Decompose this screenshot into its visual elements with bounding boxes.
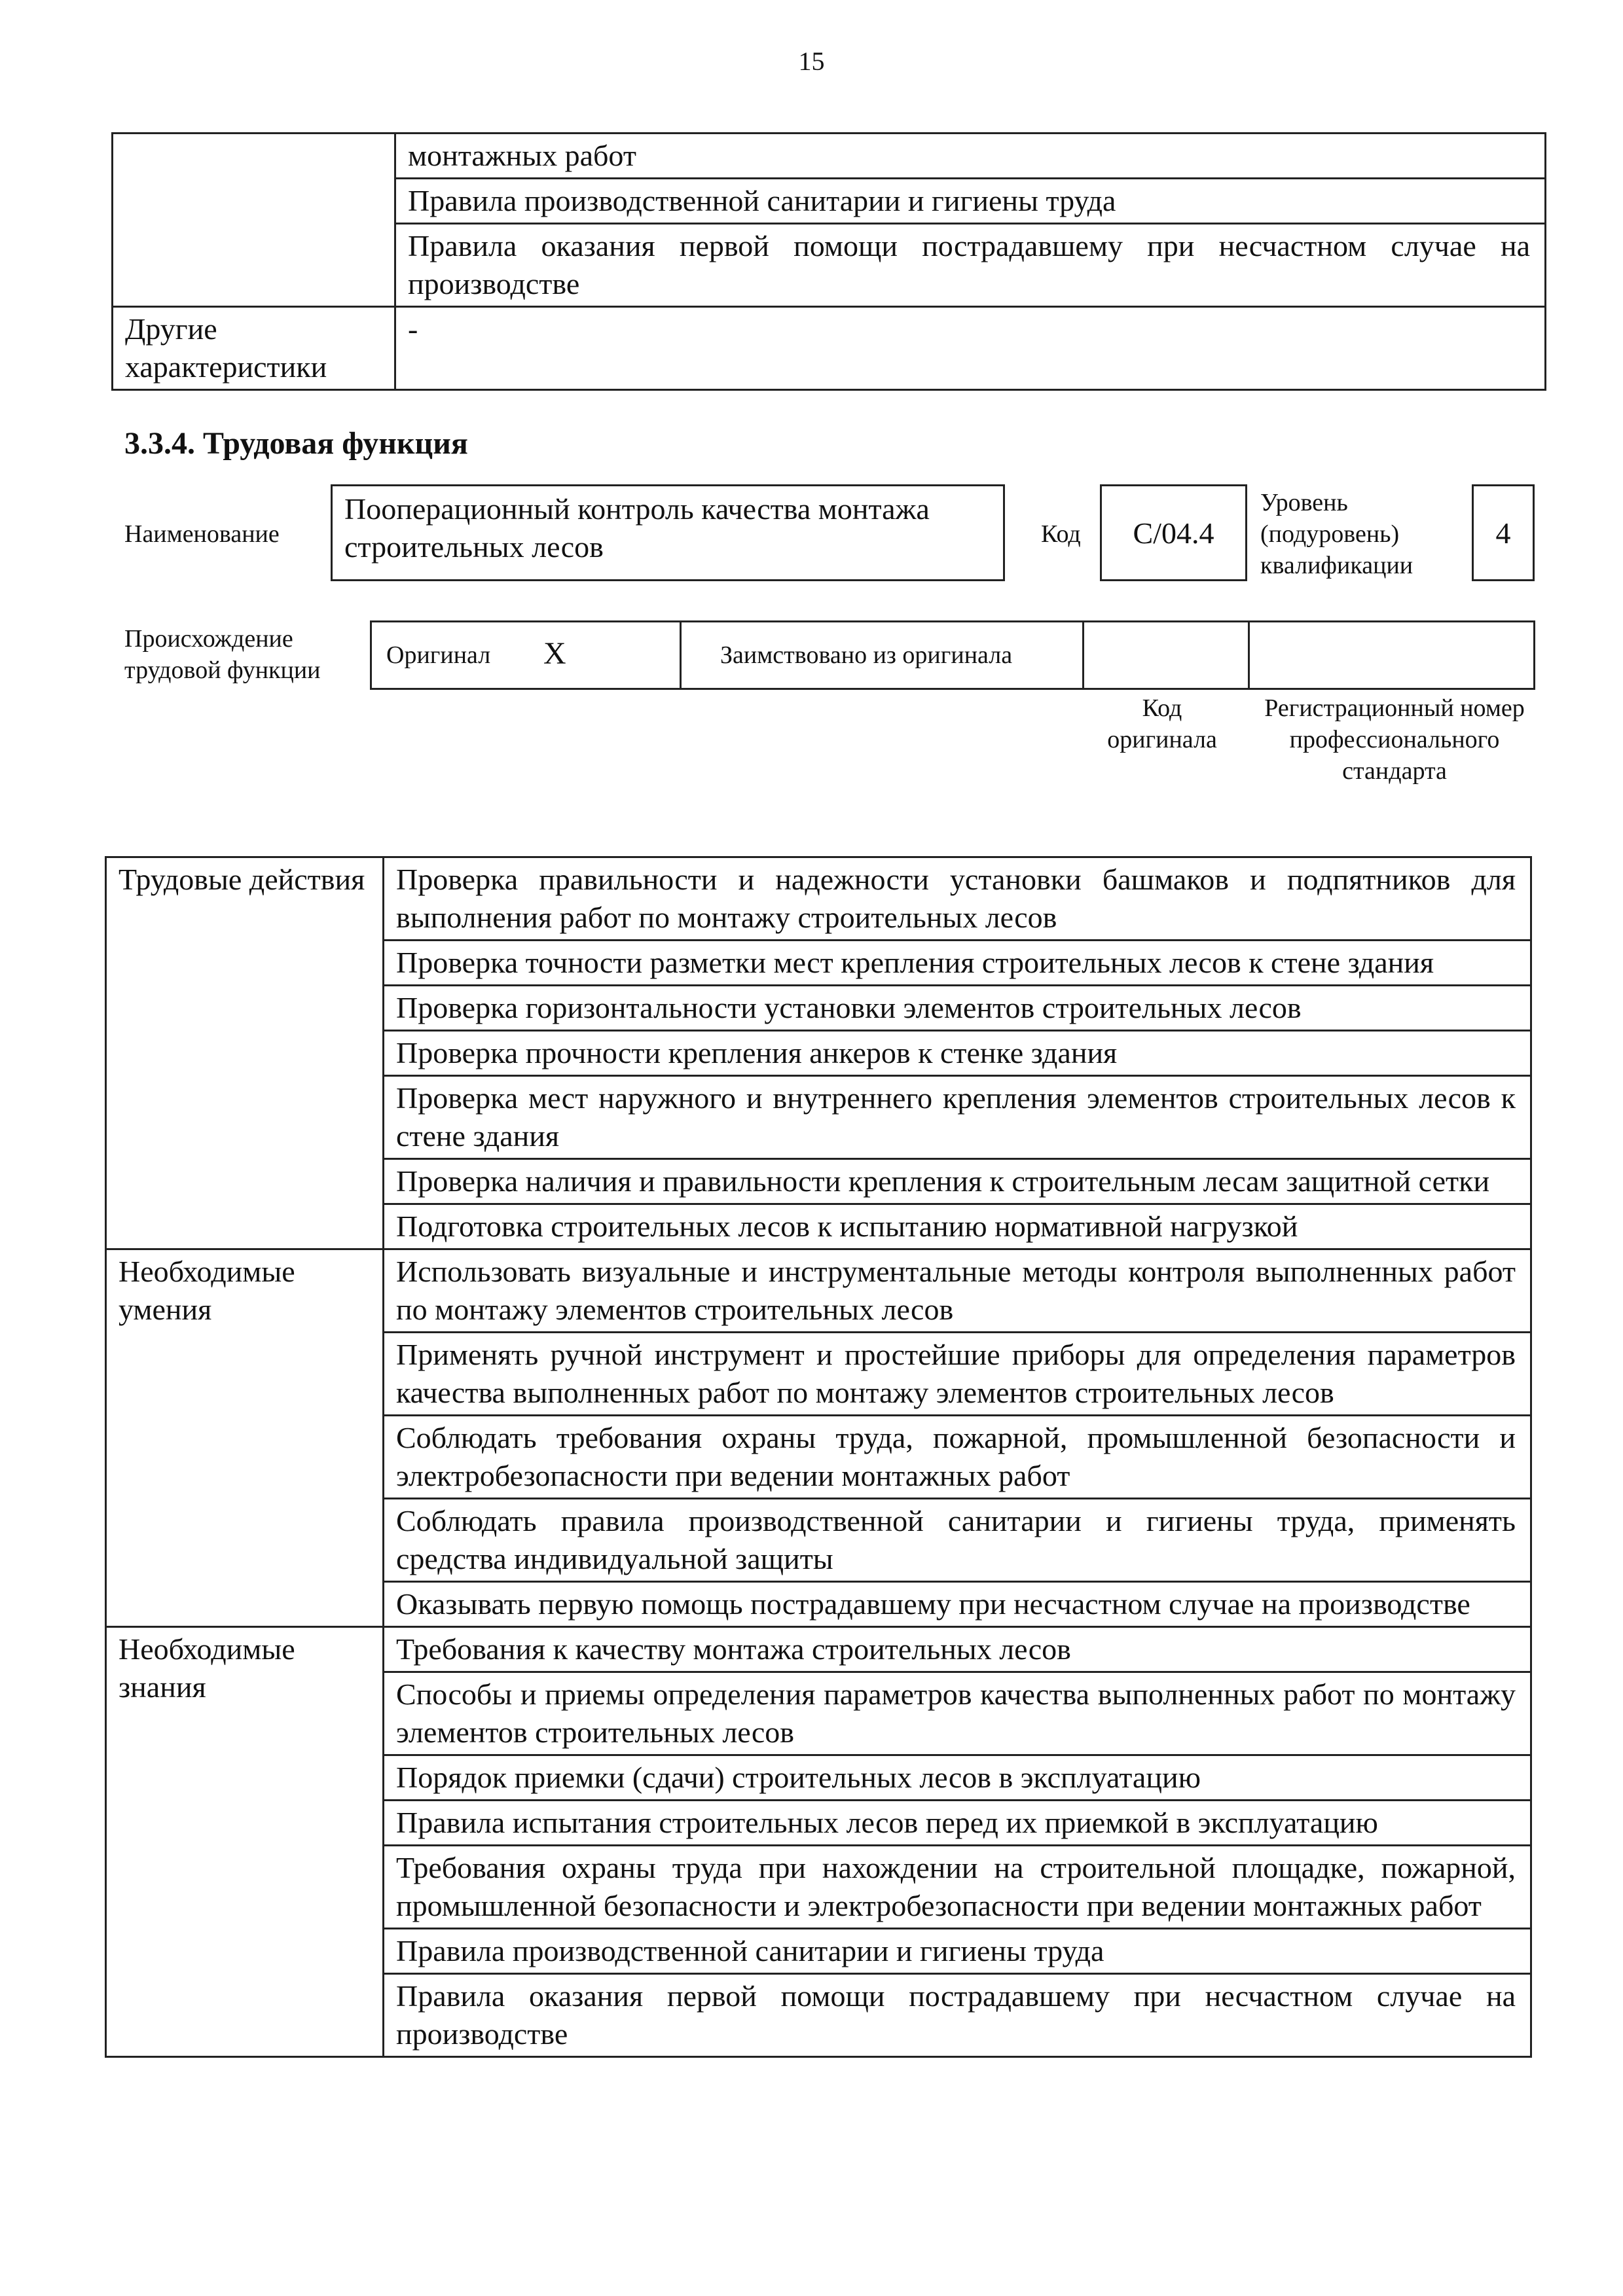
name-value-box — [331, 484, 1005, 581]
main-table — [105, 856, 1532, 2058]
level-label: Уровень (подуровень) квалификации — [1260, 489, 1413, 579]
table-cell: Проверка точности разметки мест крепления строительных лесов к стене здания — [384, 941, 1531, 986]
level-value-box — [1472, 484, 1535, 581]
origin-box — [370, 620, 1535, 690]
borrowed-label: Заимствовано из оригинала — [720, 641, 1013, 669]
section-title: 3.3.4. Трудовая функция — [124, 426, 468, 461]
table-cell: Применять ручной инструмент и простейшие приборы для определения параметров качества выполненных работ по монтажу элементов строительных лесов — [384, 1333, 1531, 1416]
orig-code-cell — [1082, 622, 1250, 688]
code-value: C/04.4 — [1133, 516, 1214, 550]
table-cell: Проверка мест наружного и внутреннего крепления элементов строительных лесов к стене здания — [384, 1076, 1531, 1159]
code-label: Код — [1041, 520, 1081, 548]
prev-table-empty-label — [113, 134, 395, 307]
original-mark: X — [543, 636, 566, 671]
page-number: 15 — [798, 46, 825, 76]
table-cell: Подготовка строительных лесов к испытанию нормативной нагрузкой — [384, 1204, 1531, 1249]
table-cell: Правила производственной санитарии и гигиены труда — [384, 1929, 1531, 1974]
prev-table — [111, 132, 1546, 391]
group-label-actions: Трудовые действия — [106, 857, 384, 1249]
table-row — [113, 134, 1546, 179]
group-label-skills: Необходимые умения — [106, 1249, 384, 1627]
prev-table-cell: монтажных работ — [395, 134, 1546, 179]
level-value: 4 — [1495, 516, 1511, 550]
table-cell: Соблюдать требования охраны труда, пожарной, промышленной безопасности и электробезопасности при ведении монтажных работ — [384, 1416, 1531, 1499]
table-cell: Требования к качеству монтажа строительных лесов — [384, 1627, 1531, 1672]
table-cell: Проверка наличия и правильности крепления к строительным лесам защитной сетки — [384, 1159, 1531, 1204]
table-cell: Использовать визуальные и инструментальные методы контроля выполненных работ по монтажу элементов строительных лесов — [384, 1249, 1531, 1333]
table-cell: Проверка горизонтальности установки элементов строительных лесов — [384, 986, 1531, 1031]
table-cell: Проверка прочности крепления анкеров к стенке здания — [384, 1031, 1531, 1076]
code-value-box — [1100, 484, 1247, 581]
prev-table-cell: Правила оказания первой помощи пострадавшему при несчастном случае на производстве — [395, 224, 1546, 307]
group-label-knowledge: Необходимые знания — [106, 1627, 384, 2057]
original-label: Оригинал — [386, 641, 491, 669]
table-cell: Соблюдать правила производственной санитарии и гигиены труда, применять средства индивидуальной защиты — [384, 1499, 1531, 1582]
name-label: Наименование — [124, 520, 280, 548]
name-value: Пооперационный контроль качества монтажа строительных лесов — [344, 492, 930, 564]
table-row — [106, 1249, 1531, 1333]
orig-code-caption: Код оригинала — [1107, 694, 1217, 753]
table-cell: Требования охраны труда при нахождении на строительной площадке, пожарной, промышленной безопасности и электробезопасности при ведении монтажных работ — [384, 1846, 1531, 1929]
table-row — [106, 1627, 1531, 1672]
original-cell — [372, 622, 682, 688]
table-cell: Проверка правильности и надежности установки башмаков и подпятников для выполнения работ по монтажу строительных лесов — [384, 857, 1531, 941]
table-cell: Правила испытания строительных лесов перед их приемкой в эксплуатацию — [384, 1801, 1531, 1846]
origin-label: Происхождение трудовой функции — [124, 625, 321, 684]
table-cell: Способы и приемы определения параметров качества выполненных работ по монтажу элементов строительных лесов — [384, 1672, 1531, 1755]
table-cell: Правила оказания первой помощи пострадавшему при несчастном случае на производстве — [384, 1974, 1531, 2057]
table-row — [106, 857, 1531, 941]
reg-number-caption: Регистрационный номер профессионального стандарта — [1264, 694, 1525, 785]
other-characteristics-value: - — [395, 307, 1546, 390]
other-characteristics-label: Другие характеристики — [113, 307, 395, 390]
prev-table-cell: Правила производственной санитарии и гигиены труда — [395, 179, 1546, 224]
table-cell: Оказывать первую помощь пострадавшему при несчастном случае на производстве — [384, 1582, 1531, 1627]
table-row — [113, 307, 1546, 390]
table-cell: Порядок приемки (сдачи) строительных лесов в эксплуатацию — [384, 1755, 1531, 1801]
